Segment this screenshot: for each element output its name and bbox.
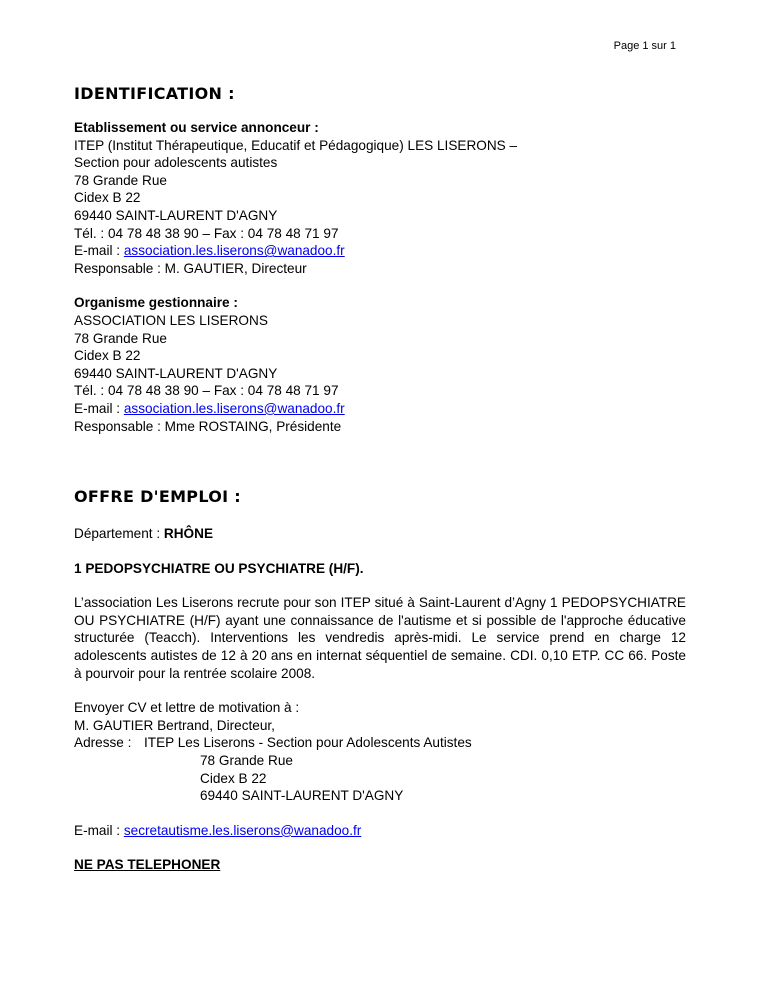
etablissement-line: Tél. : 04 78 48 38 90 – Fax : 04 78 48 71 97 (74, 225, 339, 241)
organisme-line: Cidex B 22 (74, 348, 141, 364)
document-body (74, 84, 686, 874)
page-number: Page 1 sur 1 (613, 40, 676, 52)
organisme-line: Tél. : 04 78 48 38 90 – Fax : 04 78 48 71 97 (74, 383, 339, 399)
organisme-email-link[interactable]: association.les.liserons@wanadoo.fr (123, 400, 345, 416)
contact-section (74, 699, 686, 805)
etablissement-label: Etablissement ou service annonceur : (74, 120, 319, 135)
departement-label: Département : (74, 526, 164, 542)
address-line: Cidex B 22 (200, 770, 267, 786)
address-line: ITEP Les Liserons - Section pour Adolescents Autistes (144, 735, 472, 751)
contact-intro: Envoyer CV et lettre de motivation à : (74, 700, 300, 716)
address-line: 78 Grande Rue (200, 753, 293, 769)
etablissement-email-row (74, 242, 686, 260)
email-prefix: E-mail : (74, 400, 124, 416)
contact-email-row (74, 822, 686, 840)
etablissement-section (74, 119, 686, 277)
organisme-email-row (74, 400, 686, 418)
etablissement-line: 78 Grande Rue (74, 172, 167, 188)
address-block (74, 734, 686, 804)
departement-value: RHÔNE (163, 526, 214, 542)
email-prefix: E-mail : (74, 243, 124, 259)
etablissement-email-link[interactable]: association.les.liserons@wanadoo.fr (123, 243, 345, 259)
warning-no-phone: NE PAS TELEPHONER (74, 857, 221, 873)
address-lines (144, 734, 472, 804)
etablissement-line: 69440 SAINT-LAURENT D'AGNY (74, 207, 278, 223)
address-line: 69440 SAINT-LAURENT D'AGNY (200, 788, 404, 804)
departement-line (74, 525, 686, 543)
etablissement-responsable: Responsable : M. GAUTIER, Directeur (74, 260, 307, 276)
offre-heading: OFFRE D'EMPLOI : (74, 487, 241, 507)
contact-name: M. GAUTIER Bertrand, Directeur, (74, 717, 275, 733)
organisme-line: 78 Grande Rue (74, 330, 167, 346)
organisme-label: Organisme gestionnaire : (74, 295, 238, 311)
contact-email-link[interactable]: secretautisme.les.liserons@wanadoo.fr (123, 822, 362, 838)
organisme-responsable: Responsable : Mme ROSTAING, Présidente (74, 418, 342, 434)
poste-title: 1 PEDOPSYCHIATRE OU PSYCHIATRE (H/F). (74, 560, 364, 576)
organisme-line: 69440 SAINT-LAURENT D'AGNY (74, 365, 278, 381)
etablissement-line: ITEP (Institut Thérapeutique, Educatif et Pédagogique) LES LISERONS – (74, 137, 518, 153)
offre-description: L’association Les Liserons recrute pour son ITEP situé à Saint-Laurent d’Agny 1 PEDOPSYCHIATRE OU PSYCHIATRE (H/F) ayant une connaissance de l'autisme et si possible de l'approche éducative structurée (Teacch). Interventions les vendredis après-midi. Le service prend en charge 12 adolescents autistes de 12 à 20 ans en internat séquentiel de semaine. CDI. 0,10 ETP. CC 66. Poste à pourvoir pour la rentrée scolaire 2008. (74, 595, 686, 681)
organisme-line: ASSOCIATION LES LISERONS (74, 312, 268, 328)
etablissement-line: Section pour adolescents autistes (74, 155, 278, 171)
email-prefix: E-mail : (74, 822, 124, 838)
address-label: Adresse : (74, 735, 132, 751)
organisme-section (74, 294, 686, 435)
identification-heading: IDENTIFICATION : (74, 84, 235, 103)
etablissement-line: Cidex B 22 (74, 190, 141, 206)
